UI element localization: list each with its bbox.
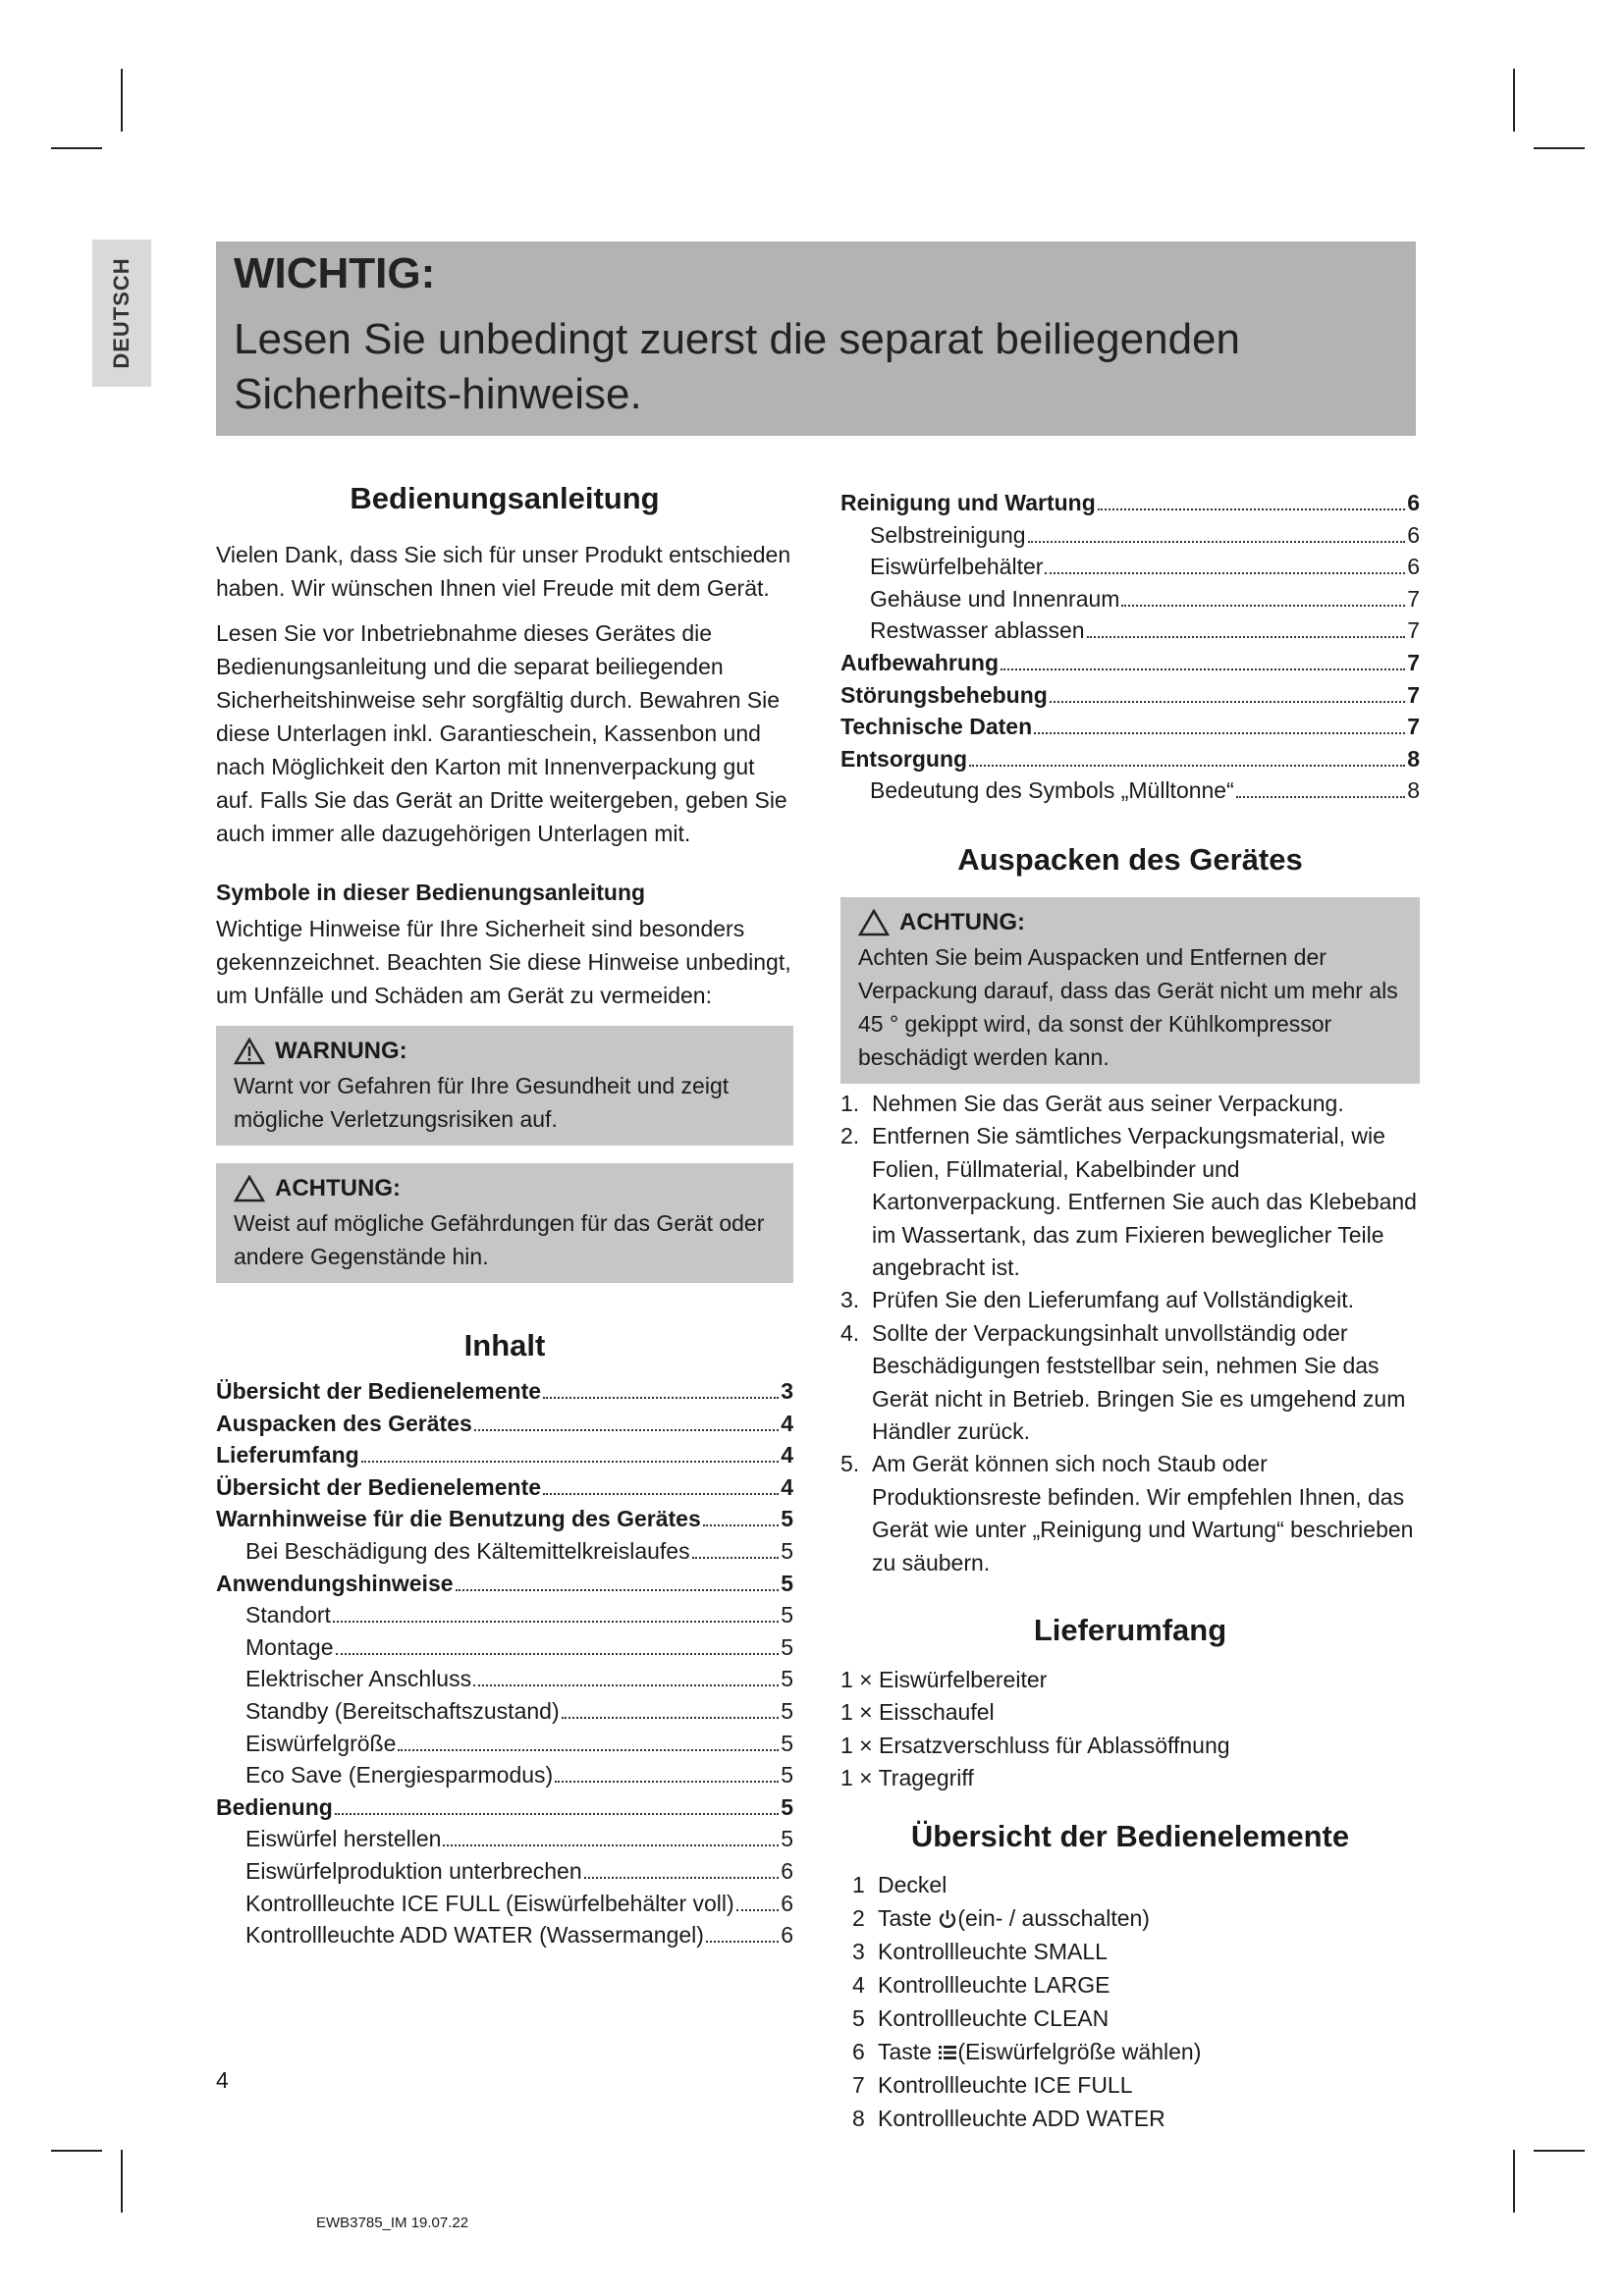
control-label: Kontrollleuchte ICE FULL	[878, 2071, 1133, 2098]
control-number: 8	[852, 2105, 865, 2131]
toc-entry	[840, 487, 1420, 519]
toc-entry-page: 3	[781, 1378, 793, 1404]
toc-leader-dots	[1045, 572, 1405, 574]
toc-entry-label: Bedeutung des Symbols „Mülltonne“	[870, 777, 1234, 804]
unpack-step	[840, 1448, 1420, 1579]
toc-entry-label: Anwendungshinweise	[216, 1570, 454, 1596]
toc-entry	[216, 1535, 793, 1568]
toc-leader-dots	[473, 1684, 779, 1686]
scope-item: 1 × Tragegriff	[840, 1765, 974, 1791]
manual-title: Bedienungsanleitung	[350, 481, 660, 515]
caution-triangle-icon	[858, 909, 890, 936]
document-code: EWB3785_IM 19.07.22	[316, 2215, 469, 2231]
step-number: 4.	[840, 1319, 860, 1346]
unpack-step	[840, 1317, 1420, 1449]
toc-leader-dots	[474, 1429, 779, 1431]
instructions-paragraph: Lesen Sie vor Inbetriebnahme dieses Gerätes die Bedienungsanleitung und die separat beiliegenden Sicherheitshinweise sehr sorgfältig durch. Bewahren Sie diese Unterlagen inkl. Garantieschein, Kassenbon und nach Möglichkeit den Karton mit Innenverpackung gut auf. Falls Sie das Gerät an Dritte weitergeben, geben Sie auch immer alle dazugehörigen Unterlagen mit.	[216, 620, 787, 846]
unpack-caution-box	[840, 897, 1420, 1084]
unpack-step	[840, 1088, 1420, 1120]
warning-title: WARNUNG:	[275, 1038, 407, 1064]
toc-entry-label: Gehäuse und Innenraum	[870, 585, 1120, 612]
toc-entry	[216, 1888, 793, 1920]
toc-leader-dots	[361, 1461, 780, 1463]
toc-title: Inhalt	[463, 1328, 546, 1362]
toc-entry	[840, 614, 1420, 647]
right-column	[840, 487, 1420, 2135]
crop-mark	[121, 69, 123, 132]
crop-mark	[1534, 147, 1585, 149]
toc-entry	[216, 1471, 793, 1504]
toc-entry-label: Störungsbehebung	[840, 681, 1048, 708]
toc-entry-label: Übersicht der Bedienelemente	[216, 1378, 542, 1404]
toc-entry-label: Kontrollleuchte ADD WATER (Wassermangel)	[245, 1922, 704, 1949]
toc-entry-page: 5	[781, 1730, 793, 1756]
control-label: Kontrollleuchte LARGE	[878, 1971, 1110, 1998]
controls-title: Übersicht der Bedienelemente	[910, 1818, 1350, 1853]
toc-entry-page: 4	[781, 1410, 793, 1436]
toc-entry-label: Aufbewahrung	[840, 649, 999, 675]
crop-mark	[121, 2150, 123, 2213]
toc-leader-dots	[336, 1653, 780, 1655]
toc-leader-dots	[398, 1749, 779, 1751]
toc-leader-dots	[736, 1909, 780, 1911]
toc-entry-page: 5	[781, 1537, 793, 1564]
caution-title: ACHTUNG:	[275, 1175, 401, 1201]
toc-entry	[216, 1855, 793, 1888]
toc-entry	[216, 1695, 793, 1728]
step-text: Prüfen Sie den Lieferumfang auf Vollständigkeit.	[872, 1287, 1354, 1313]
control-item	[852, 2102, 1420, 2135]
toc-leader-dots	[1001, 668, 1405, 670]
toc-entry	[216, 1919, 793, 1951]
toc-entry-label: Standby (Bereitschaftszustand)	[245, 1697, 560, 1724]
toc-entry-page: 6	[1407, 521, 1420, 548]
toc-entry	[840, 743, 1420, 775]
left-column	[216, 481, 793, 1951]
toc-leader-dots	[706, 1941, 779, 1943]
toc-leader-dots	[1050, 701, 1405, 703]
control-label: Kontrollleuchte ADD WATER	[878, 2105, 1165, 2131]
toc-entry-label: Elektrischer Anschluss	[245, 1666, 472, 1692]
control-item	[852, 1935, 1420, 1968]
step-number: 1.	[840, 1090, 860, 1116]
control-item	[852, 1868, 1420, 1901]
crop-mark	[1513, 69, 1515, 132]
toc-entry	[840, 679, 1420, 712]
toc-entry-page: 4	[781, 1473, 793, 1500]
toc-leader-dots	[1028, 541, 1406, 543]
toc-entry-label: Eiswürfelproduktion unterbrechen	[245, 1857, 582, 1884]
toc-entry-page: 6	[781, 1890, 793, 1916]
toc-entry	[216, 1759, 793, 1791]
toc-entry-page: 7	[1407, 649, 1420, 675]
control-label: Taste	[878, 1904, 939, 1931]
control-label: Taste	[878, 2038, 939, 2064]
control-label: Kontrollleuchte CLEAN	[878, 2004, 1110, 2031]
toc-leader-dots	[692, 1557, 780, 1559]
step-number: 5.	[840, 1451, 860, 1477]
banner-text: Lesen Sie unbedingt zuerst die separat beiliegenden Sicherheits-hinweise.	[234, 315, 1240, 418]
page-number: 4	[216, 2067, 229, 2093]
step-text: Am Gerät können sich noch Staub oder Produktionsreste befinden. Wir empfehlen Ihnen, das Gerät wie unter „Reinigung und Wartung“ beschrieben zu säubern.	[872, 1451, 1414, 1575]
toc-entry-page: 7	[1407, 585, 1420, 612]
control-item	[852, 1968, 1420, 2002]
toc-entry-label: Selbstreinigung	[870, 521, 1026, 548]
toc-entry-page: 5	[781, 1697, 793, 1724]
scope-item: 1 × Ersatzverschluss für Ablassöffnung	[840, 1732, 1230, 1758]
control-label: Deckel	[878, 1871, 947, 1897]
toc-entry-label: Lieferumfang	[216, 1442, 359, 1468]
control-number: 3	[852, 1938, 865, 1964]
control-item	[852, 2035, 1420, 2068]
unpack-caution-text: Achten Sie beim Auspacken und Entfernen der Verpackung darauf, dass das Gerät nicht um mehr als 45 ° gekippt wird, da sonst der Kühlkompressor beschädigt werden kann.	[858, 943, 1398, 1070]
toc-entry-label: Bedienung	[216, 1793, 333, 1820]
toc-leader-dots	[1087, 636, 1406, 638]
crop-mark	[51, 147, 102, 149]
control-item	[852, 2068, 1420, 2102]
crop-mark	[1513, 2150, 1515, 2213]
toc-entry-page: 5	[781, 1570, 793, 1596]
crop-mark	[51, 2150, 102, 2152]
toc-leader-dots	[1236, 796, 1405, 798]
toc-entry-label: Montage	[245, 1633, 334, 1660]
step-text: Sollte der Verpackungsinhalt unvollständig oder Beschädigungen feststellbar sein, nehmen Sie das Gerät nicht in Betrieb. Bringen Sie es umgehend zum Händler zurück.	[872, 1319, 1406, 1444]
toc-leader-dots	[1034, 732, 1405, 734]
toc-entry-page: 6	[1407, 554, 1420, 580]
toc-leader-dots	[543, 1493, 779, 1495]
table-of-contents	[216, 1375, 793, 1951]
toc-entry-label: Technische Daten	[840, 714, 1033, 740]
control-number: 6	[852, 2038, 865, 2064]
banner-title: WICHTIG:	[234, 249, 436, 297]
unpack-step	[840, 1120, 1420, 1284]
toc-leader-dots	[1121, 605, 1405, 607]
toc-entry	[216, 1631, 793, 1664]
unpack-step	[840, 1284, 1420, 1316]
toc-entry	[840, 551, 1420, 583]
toc-entry-page: 5	[781, 1762, 793, 1789]
step-number: 3.	[840, 1287, 860, 1313]
crop-mark	[1534, 2150, 1585, 2152]
toc-entry-page: 7	[1407, 617, 1420, 644]
symbols-text: Wichtige Hinweise für Ihre Sicherheit sind besonders gekennzeichnet. Beachten Sie diese Hinweise unbedingt, um Unfälle und Schäden am Gerät zu vermeiden:	[216, 916, 791, 1008]
power-icon	[938, 1905, 957, 1931]
step-text: Nehmen Sie das Gerät aus seiner Verpackung.	[872, 1090, 1344, 1116]
toc-entry-label: Reinigung und Wartung	[840, 490, 1096, 515]
control-label-suffix: (ein- / ausschalten)	[957, 1904, 1150, 1931]
toc-entry-page: 7	[1407, 681, 1420, 708]
toc-entry-page: 6	[781, 1857, 793, 1884]
warning-box	[216, 1026, 793, 1146]
unpack-title: Auspacken des Gerätes	[957, 841, 1303, 877]
toc-entry-page: 5	[781, 1602, 793, 1629]
control-number: 1	[852, 1871, 865, 1897]
toc-entry-label: Eiswürfelgröße	[245, 1730, 397, 1756]
toc-leader-dots	[703, 1524, 779, 1526]
controls-list	[840, 1868, 1420, 2135]
toc-leader-dots	[555, 1781, 779, 1783]
toc-entry-label: Warnhinweise für die Benutzung des Gerätes	[216, 1506, 701, 1532]
toc-entry	[840, 519, 1420, 552]
caution-text: Weist auf mögliche Gefährdungen für das Gerät oder andere Gegenstände hin.	[234, 1210, 765, 1269]
control-number: 7	[852, 2071, 865, 2098]
toc-entry	[216, 1663, 793, 1695]
table-of-contents-continued	[840, 487, 1420, 807]
toc-entry	[216, 1439, 793, 1471]
control-label: Kontrollleuchte SMALL	[878, 1938, 1108, 1964]
toc-leader-dots	[543, 1397, 779, 1399]
toc-entry-page: 6	[781, 1922, 793, 1949]
toc-entry-page: 4	[781, 1442, 793, 1468]
control-item	[852, 1901, 1420, 1935]
toc-entry-page: 5	[781, 1666, 793, 1692]
symbols-title: Symbole in dieser Bedienungsanleitung	[216, 880, 646, 905]
caution-triangle-icon	[234, 1175, 265, 1202]
scope-item: 1 × Eisschaufel	[840, 1699, 995, 1726]
toc-leader-dots	[443, 1844, 779, 1846]
toc-leader-dots	[584, 1877, 780, 1879]
toc-leader-dots	[333, 1621, 779, 1623]
step-number: 2.	[840, 1123, 860, 1149]
toc-leader-dots	[562, 1717, 780, 1719]
toc-entry-page: 6	[1407, 490, 1420, 515]
toc-entry-label: Standort	[245, 1602, 331, 1629]
control-label-suffix: (Eiswürfelgröße wählen)	[957, 2038, 1202, 2064]
scope-list	[840, 1664, 1420, 1795]
control-number: 4	[852, 1971, 865, 1998]
scope-title: Lieferumfang	[1033, 1613, 1227, 1648]
unpack-caution-title: ACHTUNG:	[899, 908, 1025, 935]
toc-entry-label: Restwasser ablassen	[870, 617, 1085, 644]
intro-paragraph: Vielen Dank, dass Sie sich für unser Produkt entschieden haben. Wir wünschen Ihnen viel Freude mit dem Gerät.	[216, 542, 791, 601]
toc-entry	[840, 583, 1420, 615]
toc-entry	[216, 1791, 793, 1824]
control-number: 5	[852, 2004, 865, 2031]
toc-entry-page: 8	[1407, 745, 1420, 772]
toc-entry	[216, 1568, 793, 1600]
scope-item: 1 × Eiswürfelbereiter	[840, 1667, 1048, 1693]
toc-entry-label: Bei Beschädigung des Kältemittelkreislaufes	[245, 1537, 690, 1564]
unpack-steps	[840, 1088, 1420, 1579]
warning-triangle-icon	[234, 1038, 265, 1065]
language-tab	[92, 240, 151, 387]
toc-entry	[840, 711, 1420, 743]
control-item	[852, 2002, 1420, 2035]
control-number: 2	[852, 1904, 865, 1931]
toc-entry-label: Entsorgung	[840, 745, 968, 772]
toc-leader-dots	[1098, 508, 1405, 510]
toc-entry-label: Übersicht der Bedienelemente	[216, 1473, 542, 1500]
caution-box	[216, 1163, 793, 1283]
toc-leader-dots	[335, 1813, 779, 1815]
toc-entry-page: 5	[781, 1506, 793, 1532]
warning-text: Warnt vor Gefahren für Ihre Gesundheit und zeigt mögliche Verletzungsrisiken auf.	[234, 1073, 730, 1132]
language-tab-label: DEUTSCH	[109, 257, 134, 369]
step-text: Entfernen Sie sämtliches Verpackungsmaterial, wie Folien, Füllmaterial, Kabelbinder und Kartonverpackung. Entfernen Sie auch das Klebeband im Wassertank, das zum Fixieren beweglicher Teile angebracht ist.	[872, 1123, 1417, 1280]
size-select-icon	[938, 2039, 957, 2064]
toc-entry-page: 7	[1407, 714, 1420, 740]
toc-entry-label: Kontrollleuchte ICE FULL (Eiswürfelbehälter voll)	[245, 1890, 734, 1916]
important-banner	[216, 241, 1416, 436]
toc-entry-label: Eco Save (Energiesparmodus)	[245, 1762, 554, 1789]
toc-entry	[216, 1823, 793, 1855]
toc-leader-dots	[456, 1589, 780, 1591]
toc-entry-page: 5	[781, 1826, 793, 1852]
toc-leader-dots	[969, 765, 1405, 767]
toc-entry	[216, 1408, 793, 1440]
toc-entry-label: Eiswürfelbehälter	[870, 554, 1044, 580]
toc-entry-label: Eiswürfel herstellen	[245, 1826, 442, 1852]
toc-entry-page: 8	[1407, 777, 1420, 804]
toc-entry	[216, 1503, 793, 1535]
toc-entry-page: 5	[781, 1793, 793, 1820]
toc-entry-label: Auspacken des Gerätes	[216, 1410, 472, 1436]
toc-entry	[216, 1599, 793, 1631]
toc-entry	[216, 1375, 793, 1408]
toc-entry-page: 5	[781, 1633, 793, 1660]
toc-entry	[840, 647, 1420, 679]
toc-entry	[216, 1728, 793, 1760]
toc-entry	[840, 774, 1420, 807]
